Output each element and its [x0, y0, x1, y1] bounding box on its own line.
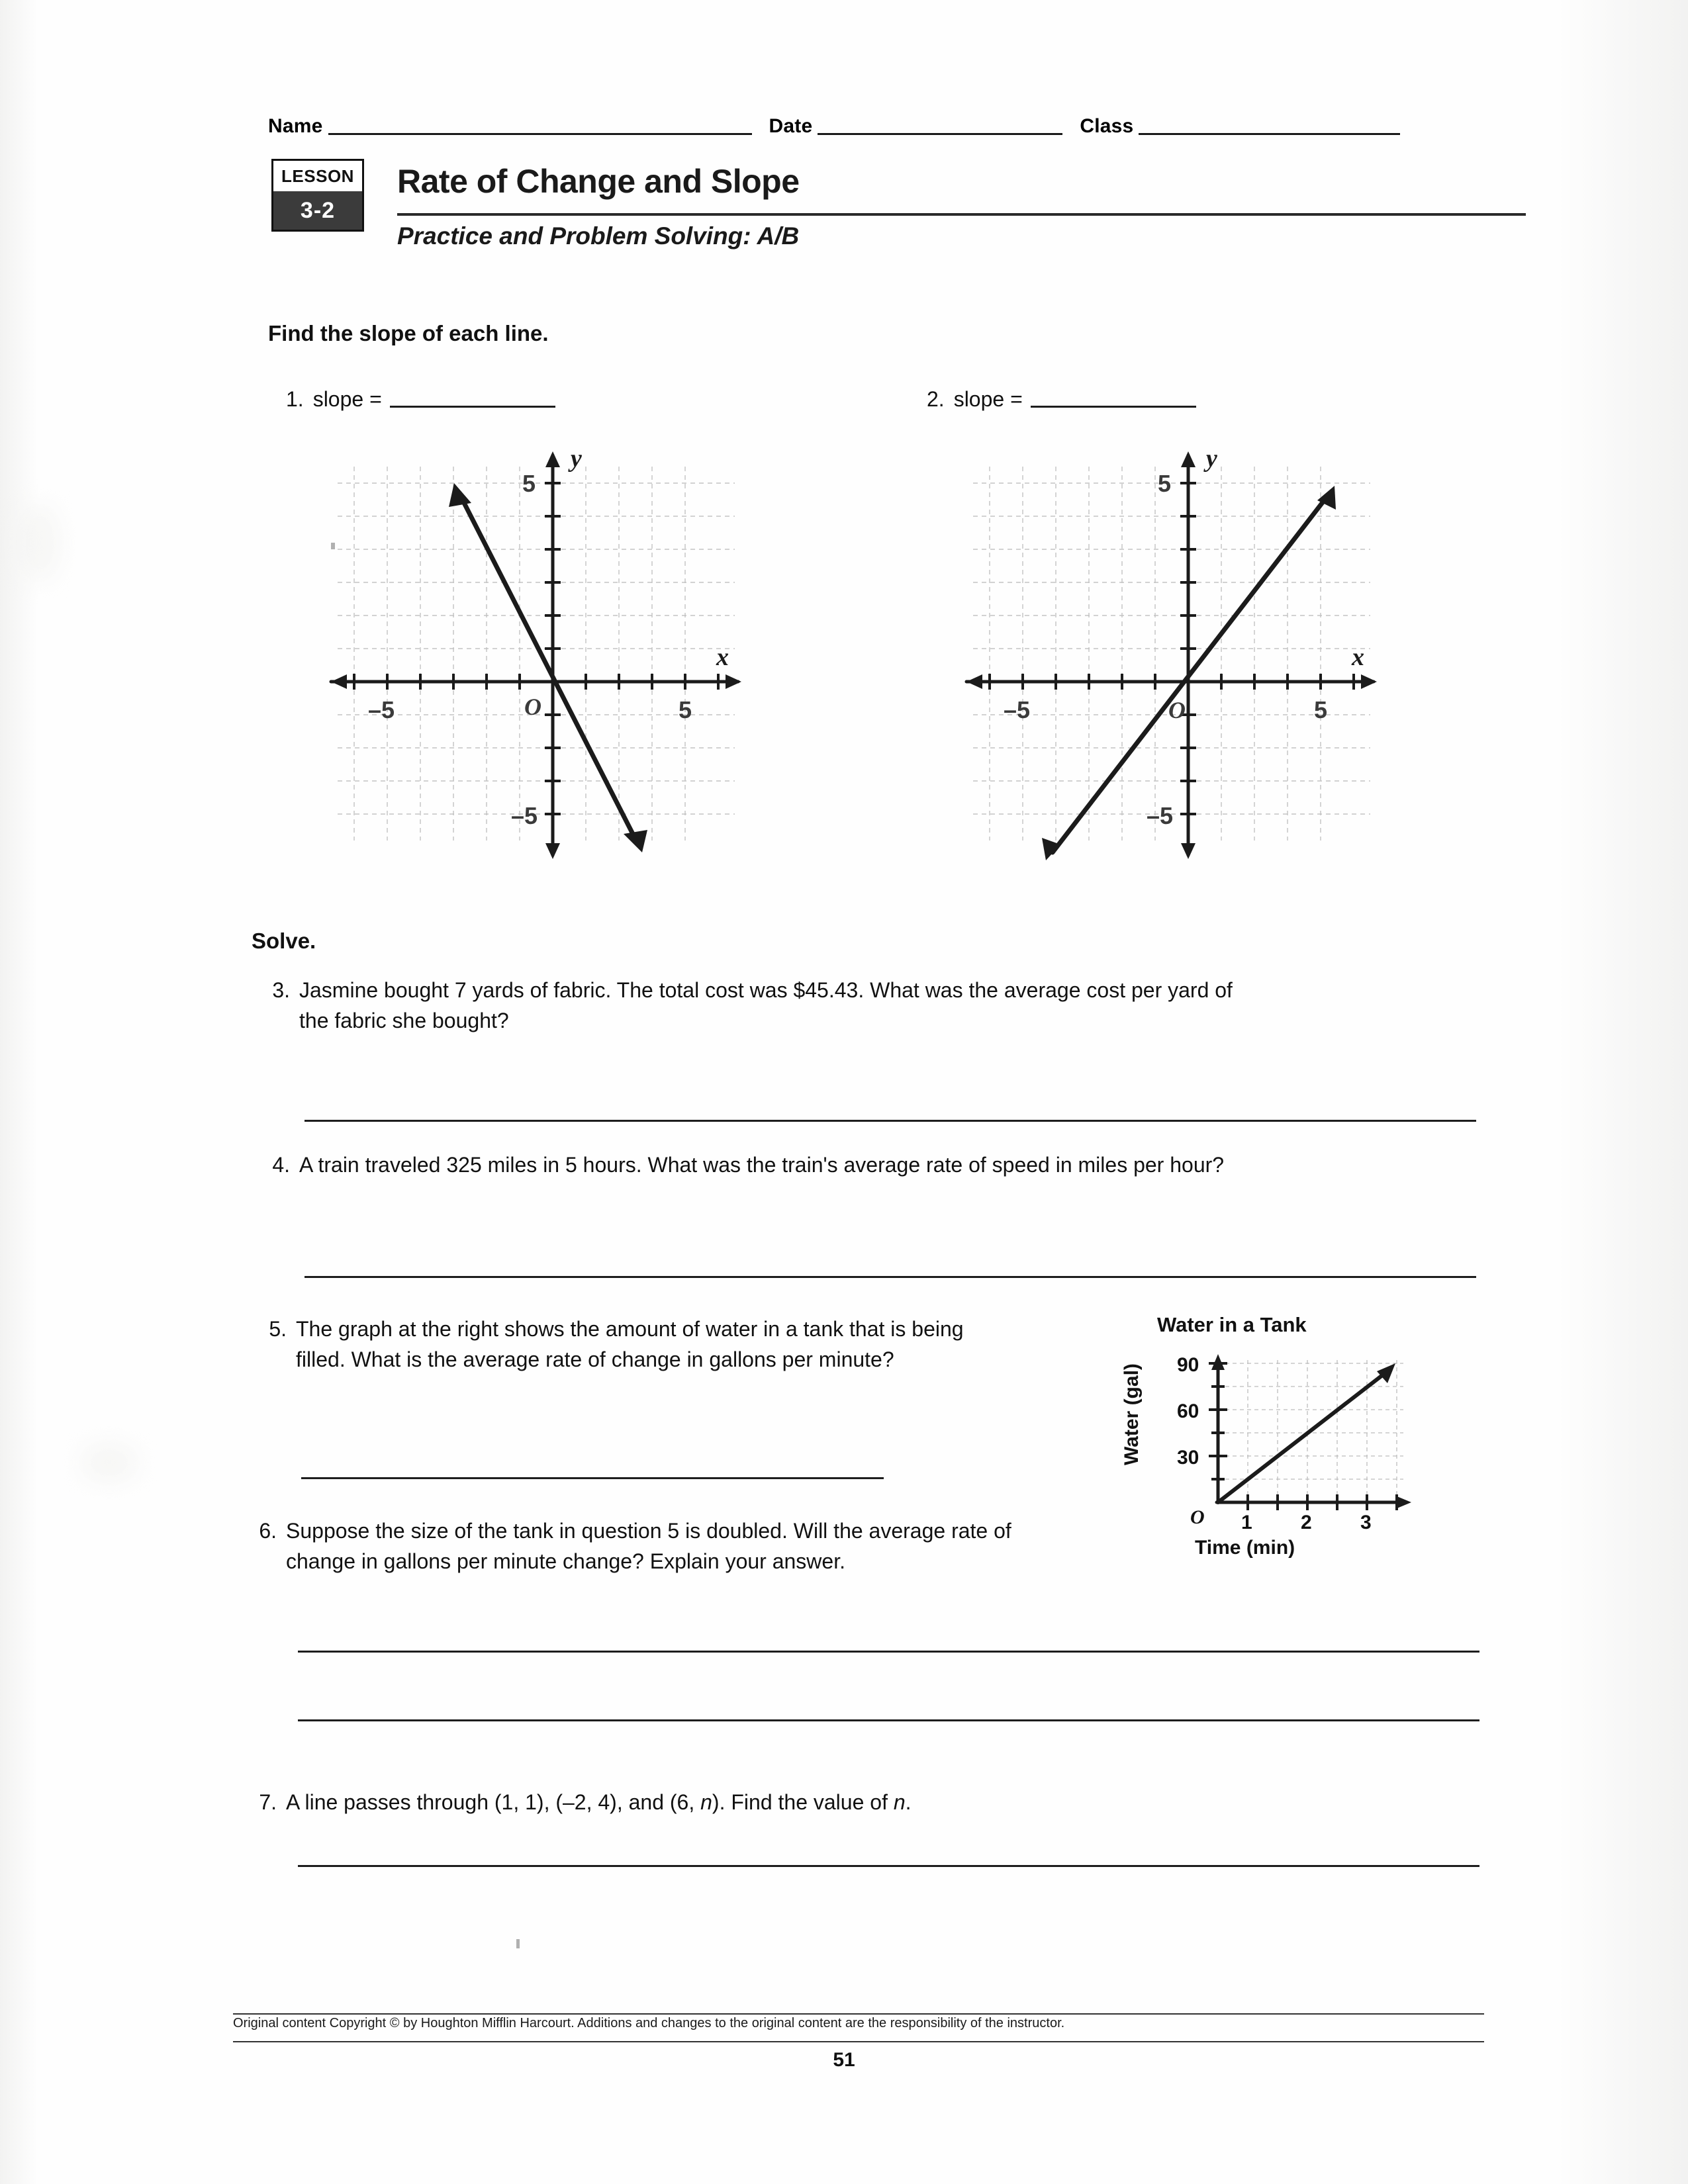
- graph-1-ytick-5: 5: [522, 470, 536, 497]
- graph-1-x-axis-label: x: [716, 643, 729, 671]
- problem-5-number: 5.: [269, 1317, 287, 1341]
- lesson-badge-number: 3-2: [273, 191, 362, 230]
- problem-2-number: 2.: [927, 387, 945, 411]
- name-label: Name: [268, 115, 323, 137]
- tank-chart-title: Water in a Tank: [1157, 1313, 1307, 1336]
- tank-chart-data-line: [1218, 1371, 1387, 1502]
- problem-2-answer-line[interactable]: [1031, 406, 1196, 408]
- problem-7: [252, 1787, 1311, 1817]
- instruction-find-slope: Find the slope of each line.: [268, 321, 549, 345]
- graph-2-ytick-5: 5: [1158, 470, 1172, 497]
- lesson-badge: [271, 159, 364, 232]
- tank-chart-x-axis-label: Time (min): [1195, 1537, 1295, 1559]
- problem-5-answer-line[interactable]: [301, 1477, 884, 1479]
- page-number: 51: [833, 2049, 855, 2071]
- graph-1-y-arrow-up: [545, 451, 560, 467]
- problem-5: [261, 1314, 1009, 1375]
- problem-7-text-pre: A line passes through (1, 1), (–2, 4), and (6,: [286, 1790, 701, 1814]
- graph-1-xtick-5: 5: [679, 696, 692, 723]
- graph-2-y-axis-label: y: [1206, 445, 1217, 473]
- page-title: Rate of Change and Slope: [397, 163, 800, 200]
- problem-6-number: 6.: [259, 1519, 277, 1543]
- problem-4-answer-line[interactable]: [305, 1276, 1476, 1278]
- graph-2-x-arrow-left: [966, 674, 982, 689]
- problem-2-label: slope =: [953, 387, 1023, 411]
- footer-copyright: Original content Copyright © by Houghton Mifflin Harcourt. Additions and changes to the original content are the responsibility of the instructor.: [233, 2016, 1065, 2030]
- lesson-badge-word: LESSON: [281, 165, 354, 186]
- problem-1-label: slope =: [312, 387, 382, 411]
- graph-1-ytick-neg5: –5: [511, 802, 538, 829]
- graph-2-origin-label: O: [1168, 697, 1186, 723]
- graph-1-x-arrow-right: [726, 674, 741, 689]
- graph-2: [960, 437, 1383, 860]
- slope-prompt-1: [286, 387, 555, 412]
- problem-3-answer-line[interactable]: [305, 1120, 1476, 1122]
- graph-2-y-arrow-up: [1181, 451, 1196, 467]
- problem-7-text-post: .: [905, 1790, 912, 1814]
- problem-6-answer-line-2[interactable]: [298, 1719, 1479, 1721]
- graph-2-x-arrow-right: [1361, 674, 1377, 689]
- problem-7-variable-n-1: n: [700, 1790, 712, 1814]
- graph-2-gridlines: [973, 467, 1370, 841]
- water-in-a-tank-chart: [1139, 1343, 1417, 1533]
- slope-prompt-2: [927, 387, 1196, 412]
- problem-7-variable-n-2: n: [893, 1790, 906, 1814]
- tank-chart-xtick-3: 3: [1360, 1512, 1372, 1533]
- problem-1-number: 1.: [286, 387, 304, 411]
- scan-blotch: [79, 1443, 139, 1482]
- graph-1-y-arrow-down: [545, 843, 560, 859]
- tank-chart-xtick-2: 2: [1301, 1512, 1312, 1533]
- date-input-line[interactable]: [818, 133, 1062, 135]
- scan-speck: [516, 1939, 520, 1948]
- problem-6: [252, 1516, 1046, 1576]
- graph-1-origin-label: O: [524, 694, 541, 720]
- graph-1-axes: [331, 455, 738, 855]
- problem-4-text: A train traveled 325 miles in 5 hours. What was the train's average rate of speed in miles per hour?: [299, 1153, 1225, 1177]
- problem-6-text: Suppose the size of the tank in question 5 is doubled. Will the average rate of change in gallons per minute change? Explain your answer.: [286, 1519, 1011, 1573]
- footer-divider-bottom: [233, 2041, 1484, 2042]
- graph-1: [324, 437, 748, 860]
- scan-artifact-right: [1549, 0, 1688, 2184]
- problem-4: [265, 1150, 1258, 1180]
- tank-chart-ytick-30: 30: [1177, 1447, 1199, 1469]
- class-label: Class: [1080, 115, 1134, 137]
- problem-7-number: 7.: [259, 1790, 277, 1814]
- problem-7-answer-line[interactable]: [298, 1865, 1479, 1867]
- tank-chart-origin-label: O: [1190, 1506, 1205, 1528]
- graph-1-line-arrow-start: [449, 483, 471, 507]
- title-divider: [397, 213, 1526, 216]
- tank-chart-line-arrow: [1377, 1363, 1395, 1383]
- student-info-row: [268, 106, 1526, 139]
- graph-1-x-arrow-left: [331, 674, 347, 689]
- instruction-solve: Solve.: [252, 929, 316, 953]
- problem-1-answer-line[interactable]: [390, 406, 555, 408]
- tank-chart-y-axis-label: Water (gal): [1121, 1363, 1143, 1465]
- tank-chart-ytick-60: 60: [1177, 1400, 1199, 1422]
- graph-1-line-arrow-end: [624, 830, 647, 852]
- problem-3-number: 3.: [272, 978, 290, 1002]
- graph-1-y-axis-label: y: [571, 445, 582, 473]
- scan-blotch: [20, 503, 60, 582]
- problem-7-text: [286, 1787, 1311, 1817]
- graph-2-ytick-neg5: –5: [1147, 802, 1174, 829]
- date-label: Date: [769, 115, 813, 137]
- class-input-line[interactable]: [1139, 133, 1400, 135]
- graph-1-gridlines: [338, 467, 735, 841]
- graph-1-xtick-neg5: –5: [368, 696, 395, 723]
- name-input-line[interactable]: [328, 133, 752, 135]
- tank-chart-xtick-1: 1: [1241, 1512, 1252, 1533]
- problem-7-text-mid: ). Find the value of: [712, 1790, 894, 1814]
- tank-chart-ytick-90: 90: [1177, 1354, 1199, 1376]
- footer-divider-top: [233, 2013, 1484, 2015]
- scan-artifact-left: [0, 0, 40, 2184]
- graph-2-xtick-neg5: –5: [1004, 696, 1031, 723]
- problem-5-text: The graph at the right shows the amount of water in a tank that is being filled. What is the average rate of change in gallons per minute?: [296, 1317, 964, 1371]
- graph-2-xtick-5: 5: [1314, 696, 1328, 723]
- graph-2-y-arrow-down: [1181, 843, 1196, 859]
- problem-3: [265, 975, 1258, 1036]
- problem-4-number: 4.: [272, 1153, 290, 1177]
- problem-6-answer-line-1[interactable]: [298, 1651, 1479, 1653]
- problem-3-text: Jasmine bought 7 yards of fabric. The total cost was $45.43. What was the average cost per yard of the fabric she bought?: [299, 978, 1233, 1032]
- page-subtitle: Practice and Problem Solving: A/B: [397, 222, 800, 250]
- graph-2-x-axis-label: x: [1352, 643, 1364, 671]
